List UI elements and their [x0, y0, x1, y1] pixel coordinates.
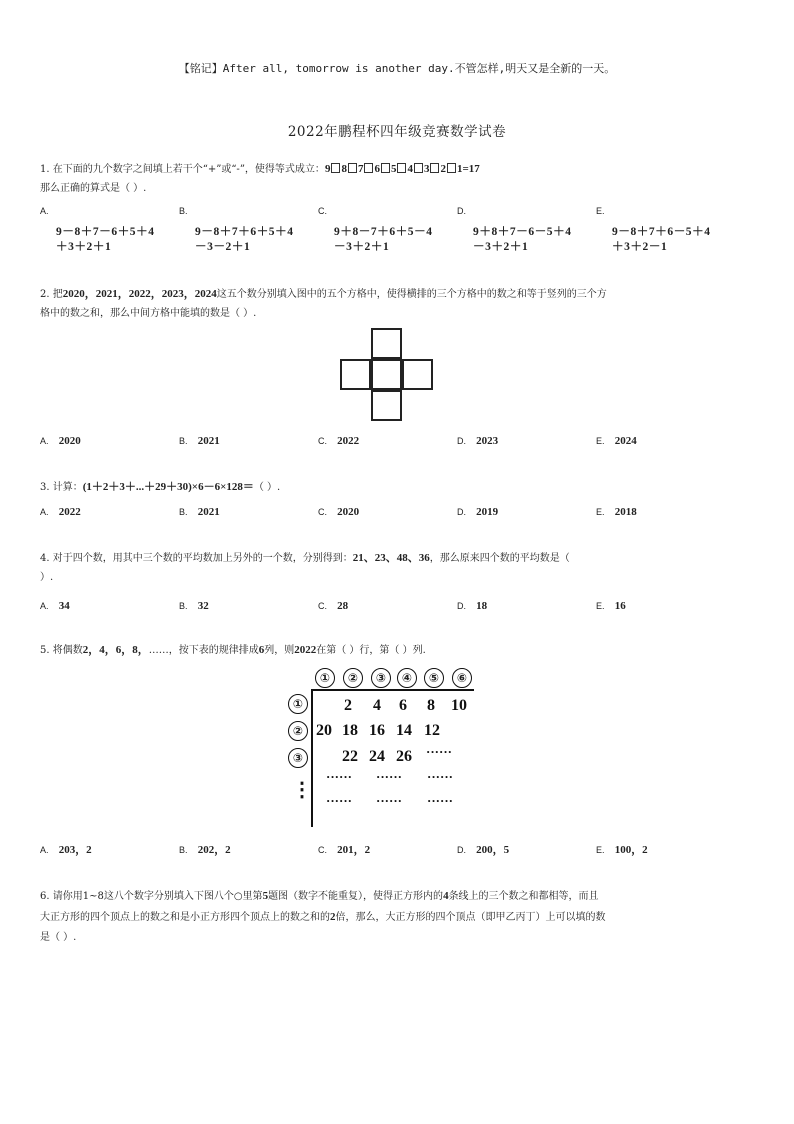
dots-r4b: ······ [376, 769, 403, 784]
page-title: 2022年鹏程杯四年级竞赛数学试卷 [287, 124, 507, 140]
cell-r1c6: 10 [451, 697, 467, 714]
cell-r3c3: 24 [369, 748, 385, 765]
q1-option-a-label[interactable]: A. [40, 206, 49, 216]
q1-option-d-label[interactable]: D. [457, 206, 466, 216]
cell-r2c5: 12 [424, 722, 440, 739]
q3-option-c[interactable]: C. 2020 [318, 506, 360, 518]
q4-option-d[interactable]: D. 18 [457, 600, 488, 612]
q4-option-c[interactable]: C. 28 [318, 600, 349, 612]
cell-r2c3: 16 [369, 722, 385, 739]
q5-option-b[interactable]: B. 202，2 [179, 844, 231, 856]
q2-option-e[interactable]: E. 2024 [596, 435, 637, 447]
q5-option-a[interactable]: A. 203，2 [40, 844, 92, 856]
q3-option-a[interactable]: A. 2022 [40, 506, 81, 518]
q2-option-b[interactable]: B. 2021 [179, 435, 220, 447]
q2-option-a[interactable]: A. 2020 [40, 435, 81, 447]
dots-r5a: ······ [326, 793, 353, 808]
q1-equation: 9 8 7 6 5 4 3 2 1=17 [324, 163, 480, 175]
cell-r3c4: 26 [396, 748, 412, 765]
q1-option-b[interactable]: 9－8＋7＋6＋5＋4 －3－2＋1 [195, 226, 294, 253]
col-head-5: ⑤ [424, 668, 444, 688]
col-head-4: ④ [397, 668, 417, 688]
cell-r2c4: 14 [396, 722, 412, 739]
q1-option-c[interactable]: 9＋8－7＋6＋5－4 －3＋2＋1 [334, 226, 433, 253]
q1-option-e-label[interactable]: E. [596, 206, 605, 216]
grid-cell-top [371, 328, 402, 359]
q4-stem: 4. 对于四个数，用其中三个数的平均数加上另外的一个数，分别得到：21、23、48、36，那么原来四个数的平均数是（ [40, 552, 570, 564]
cell-r1c2: 2 [344, 697, 352, 714]
grid-cell-bottom [371, 390, 402, 421]
q3-option-b[interactable]: B. 2021 [179, 506, 220, 518]
row-head-1: ① [288, 694, 308, 714]
cell-r1c3: 4 [373, 697, 381, 714]
cell-r1c5: 8 [427, 697, 435, 714]
motto: 【铭记】After all, tomorrow is another day.不管怎样,明天又是全新的一天。 [178, 62, 616, 75]
q6-line3: 是（ ）. [40, 932, 77, 943]
q4-line2: ）. [40, 572, 54, 583]
q1-option-b-label[interactable]: B. [179, 206, 188, 216]
col-head-6: ⑥ [452, 668, 472, 688]
dots-r5b: ······ [376, 793, 403, 808]
q5-option-c[interactable]: C. 201，2 [318, 844, 371, 856]
q4-option-a[interactable]: A. 34 [40, 600, 70, 612]
q1-option-d[interactable]: 9＋8＋7－6－5＋4 －3＋2＋1 [473, 226, 572, 253]
table-header-line [312, 689, 474, 691]
q3-stem: 3. 计算：(1＋2＋3＋...＋29＋30)×6－6×128＝（ ）. [40, 481, 281, 493]
col-head-1: ① [315, 668, 335, 688]
row-head-3: ③ [288, 748, 308, 768]
q1-option-c-label[interactable]: C. [318, 206, 327, 216]
q5-option-e[interactable]: E. 100，2 [596, 844, 648, 856]
col-head-3: ③ [371, 668, 391, 688]
q2-stem: 2. 把2020，2021，2022，2023，2024这五个数分别填入图中的五个方格中，使得横排的三个方格中的数之和等于竖列的三个方 [40, 288, 607, 300]
cell-r3c2: 22 [342, 748, 358, 765]
q6-stem: 6. 请你用1~8这八个数字分别填入下图八个○里第5题图（数字不能重复），使得正方形内的4条线上的三个数之和都相等，而且 [40, 890, 599, 902]
cell-r2c2: 18 [342, 722, 358, 739]
q1-prefix: 1. 在下面的九个数字之间填上若干个“+”或“-”，使得等式成立： [40, 164, 325, 175]
q2-option-c[interactable]: C. 2022 [318, 435, 360, 447]
grid-cell-right [402, 359, 433, 390]
dots-r4c: ······ [427, 769, 454, 784]
col-head-2: ② [343, 668, 363, 688]
q1-option-e[interactable]: 9－8＋7＋6－5＋4 ＋3＋2－1 [612, 226, 711, 253]
q5-option-d[interactable]: D. 200，5 [457, 844, 510, 856]
q1-option-a[interactable]: 9－8＋7－6＋5＋4 ＋3＋2＋1 [56, 226, 155, 253]
q3-option-d[interactable]: D. 2019 [457, 506, 499, 518]
q1-line2: 那么正确的算式是（ ）. [40, 183, 147, 194]
q2-option-d[interactable]: D. 2023 [457, 435, 499, 447]
q5-stem: 5. 将偶数2，4，6，8，……，按下表的规律排成6列，则2022在第（ ）行，第（ ）列. [40, 644, 426, 656]
cell-r2c1: 20 [316, 722, 332, 739]
row-head-2: ② [288, 721, 308, 741]
dots-r5c: ······ [427, 793, 454, 808]
grid-cell-left [340, 359, 371, 390]
cell-r1c4: 6 [399, 697, 407, 714]
q2-line2: 格中的数之和，那么中间方格中能填的数是（ ）. [40, 308, 257, 319]
dots-r4a: ······ [326, 769, 353, 784]
q1-stem [40, 159, 480, 180]
grid-cell-center [371, 359, 402, 390]
cell-r3-dots: ······ [426, 744, 453, 759]
q4-option-b[interactable]: B. 32 [179, 600, 209, 612]
q4-option-e[interactable]: E. 16 [596, 600, 626, 612]
q6-line2: 大正方形的四个顶点上的数之和是小正方形四个顶点上的数之和的2倍，那么，大正方形的四个顶点（即甲乙丙丁）上可以填的数 [40, 911, 606, 923]
q3-option-e[interactable]: E. 2018 [596, 506, 637, 518]
row-head-ellipsis: ⋮ [292, 779, 312, 801]
